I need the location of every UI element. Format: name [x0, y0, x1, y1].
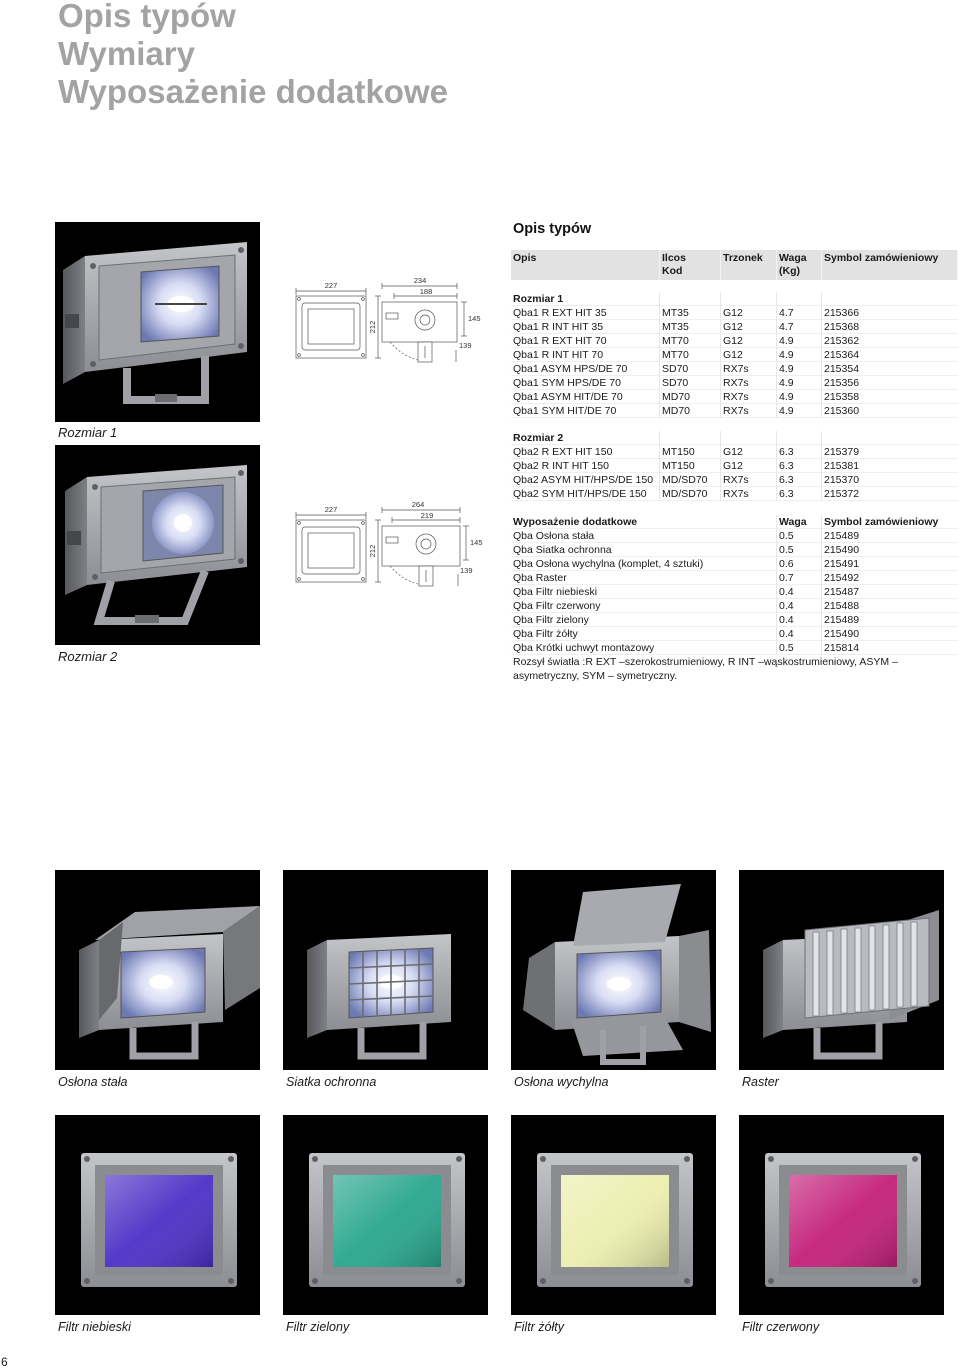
- cell-waga: 6.3: [777, 445, 822, 459]
- cell-name: Qba Siatka ochronna: [511, 543, 777, 557]
- cell-ilcos: MD/SD70: [660, 473, 721, 487]
- cell-ilcos: MD70: [660, 390, 721, 404]
- cell-opis: Qba1 R INT HIT 35: [511, 320, 660, 334]
- accessory-row: [511, 543, 958, 557]
- cell-name: Qba Raster: [511, 571, 777, 585]
- table-row: [511, 473, 958, 487]
- cell-symbol: 215381: [822, 459, 958, 473]
- dim-height: 212: [368, 544, 377, 558]
- table-row: [511, 390, 958, 404]
- caption-filtr-zielony: Filtr zielony: [286, 1320, 350, 1334]
- cell-trzonek: RX7s: [721, 376, 777, 390]
- cell-waga: 0.4: [777, 627, 822, 641]
- accessory-row: [511, 571, 958, 585]
- col-opis: [511, 250, 660, 280]
- accessory-row: [511, 613, 958, 627]
- cell-symbol: 215358: [822, 390, 958, 404]
- empty-cell: [822, 431, 958, 445]
- cell-ilcos: MT70: [660, 348, 721, 362]
- cell-opis: Qba1 R EXT HIT 70: [511, 334, 660, 348]
- table-row: [511, 459, 958, 473]
- photo-filtr-niebieski: [55, 1115, 260, 1315]
- caption-oslona-wychylna: Osłona wychylna: [514, 1075, 609, 1089]
- empty-cell: [660, 431, 721, 445]
- cell-symbol: 215814: [822, 641, 958, 655]
- accessories-header-row: [511, 515, 958, 529]
- cell-trzonek: G12: [721, 334, 777, 348]
- col-accessory-waga: Waga: [777, 515, 822, 529]
- col-ilcos: [660, 250, 721, 280]
- accessory-row: [511, 557, 958, 571]
- cell-waga: 4.9: [777, 334, 822, 348]
- col-opis-label: Opis: [513, 252, 537, 264]
- col-ilcos-label: Ilcos: [662, 252, 686, 264]
- table-row: [511, 334, 958, 348]
- col-trzonek: [721, 250, 777, 280]
- cell-opis: Qba1 ASYM HIT/DE 70: [511, 390, 660, 404]
- cell-waga: 4.9: [777, 404, 822, 418]
- cell-trzonek: RX7s: [721, 473, 777, 487]
- cell-waga: 4.9: [777, 376, 822, 390]
- cell-symbol: 215489: [822, 613, 958, 627]
- cell-waga: 0.5: [777, 529, 822, 543]
- cell-opis: Qba1 R EXT HIT 35: [511, 306, 660, 320]
- group-title-row: [511, 431, 958, 445]
- cell-ilcos: SD70: [660, 376, 721, 390]
- accessory-row: [511, 627, 958, 641]
- table-row: [511, 306, 958, 320]
- col-trzonek-label: Trzonek: [723, 252, 763, 264]
- group-rozmiar-2: [511, 431, 958, 501]
- photo-siatka-ochronna: [283, 870, 488, 1070]
- cell-opis: Qba1 ASYM HPS/DE 70: [511, 362, 660, 376]
- accessory-row: [511, 641, 958, 655]
- accessory-row: [511, 599, 958, 613]
- empty-cell: [777, 431, 822, 445]
- cell-trzonek: G12: [721, 348, 777, 362]
- cell-waga: 4.9: [777, 348, 822, 362]
- cell-ilcos: MT35: [660, 320, 721, 334]
- cell-waga: 6.3: [777, 459, 822, 473]
- cell-ilcos: MT70: [660, 334, 721, 348]
- dimension-drawing-rozmiar-2: [290, 498, 490, 590]
- photo-oslona-stala: [55, 870, 260, 1070]
- dim-width: 227: [324, 281, 338, 290]
- photo-filtr-zolty: [511, 1115, 716, 1315]
- photo-oslona-wychylna: [511, 870, 716, 1070]
- col-waga-label-2: (Kg): [779, 265, 800, 277]
- cell-name: Qba Osłona wychylna (komplet, 4 sztuki): [511, 557, 777, 571]
- cell-name: Qba Filtr zielony: [511, 613, 777, 627]
- caption-raster: Raster: [742, 1075, 779, 1089]
- table-row: [511, 348, 958, 362]
- col-waga-label: Waga: [779, 252, 807, 264]
- cell-waga: 0.4: [777, 585, 822, 599]
- cell-ilcos: MD70: [660, 404, 721, 418]
- cell-symbol: 215490: [822, 627, 958, 641]
- table-header-row: [511, 250, 958, 280]
- dim-h2: 139: [459, 341, 472, 350]
- group-title: Rozmiar 1: [511, 292, 660, 306]
- cell-trzonek: G12: [721, 445, 777, 459]
- photo-rozmiar-1: [55, 222, 260, 422]
- footnote: Rozsył światła :R EXT –szerokostrumieniowy, R INT –wąskostrumieniowy, ASYM –asymetryczny, SYM – symetryczny.: [513, 656, 898, 682]
- title-line-3: Wyposażenie dodatkowe: [58, 73, 448, 110]
- cell-trzonek: G12: [721, 306, 777, 320]
- cell-waga: 6.3: [777, 473, 822, 487]
- cell-opis: Qba1 SYM HIT/DE 70: [511, 404, 660, 418]
- table-row: [511, 362, 958, 376]
- cell-opis: Qba1 SYM HPS/DE 70: [511, 376, 660, 390]
- table-heading: Opis typów: [513, 221, 592, 237]
- dim-height: 212: [368, 320, 377, 334]
- cell-ilcos: MT150: [660, 459, 721, 473]
- col-accessory-name: Wyposażenie dodatkowe: [511, 515, 777, 529]
- cell-symbol: 215379: [822, 445, 958, 459]
- caption-oslona-stala: Osłona stała: [58, 1075, 128, 1089]
- accessory-row: [511, 529, 958, 543]
- size-label-2: Rozmiar 2: [58, 649, 118, 664]
- cell-waga: 4.9: [777, 362, 822, 376]
- cell-symbol: 215360: [822, 404, 958, 418]
- cell-opis: Qba2 R EXT HIT 150: [511, 445, 660, 459]
- dim-depth: 219: [420, 511, 434, 520]
- cell-waga: 4.7: [777, 320, 822, 334]
- table-row: [511, 320, 958, 334]
- cell-symbol: 215490: [822, 543, 958, 557]
- table-row: [511, 376, 958, 390]
- cell-ilcos: MT35: [660, 306, 721, 320]
- cell-waga: 0.7: [777, 571, 822, 585]
- group-rozmiar-1: [511, 292, 958, 418]
- cell-trzonek: G12: [721, 320, 777, 334]
- table-row: [511, 404, 958, 418]
- title-line-1: Opis typów: [58, 0, 236, 34]
- col-accessory-symbol: Symbol zamówieniowy: [822, 515, 958, 529]
- table-row: [511, 487, 958, 501]
- cell-symbol: 215366: [822, 306, 958, 320]
- col-waga: [777, 250, 822, 280]
- empty-cell: [721, 292, 777, 306]
- cell-waga: 4.9: [777, 390, 822, 404]
- caption-siatka-ochronna: Siatka ochronna: [286, 1075, 377, 1089]
- cell-symbol: 215488: [822, 599, 958, 613]
- cell-opis: Qba2 R INT HIT 150: [511, 459, 660, 473]
- cell-waga: 0.4: [777, 599, 822, 613]
- cell-symbol: 215356: [822, 376, 958, 390]
- accessories-list: [511, 529, 958, 655]
- empty-cell: [822, 292, 958, 306]
- col-ilcos-label-2: Kod: [662, 265, 683, 277]
- spacer: [511, 501, 958, 515]
- dim-depth: 188: [419, 287, 433, 296]
- cell-opis: Qba2 SYM HIT/HPS/DE 150: [511, 487, 660, 501]
- types-table: [511, 250, 958, 683]
- cell-symbol: 215364: [822, 348, 958, 362]
- cell-symbol: 215354: [822, 362, 958, 376]
- cell-symbol: 215370: [822, 473, 958, 487]
- caption-filtr-zolty: Filtr żółty: [514, 1320, 564, 1334]
- cell-waga: 6.3: [777, 487, 822, 501]
- dim-width: 227: [324, 505, 338, 514]
- cell-trzonek: RX7s: [721, 390, 777, 404]
- dim-h1: 145: [468, 314, 481, 323]
- cell-trzonek: RX7s: [721, 487, 777, 501]
- col-symbol: [822, 250, 958, 280]
- cell-name: Qba Osłona stała: [511, 529, 777, 543]
- cell-ilcos: SD70: [660, 362, 721, 376]
- cell-opis: Qba1 R INT HIT 70: [511, 348, 660, 362]
- cell-symbol: 215372: [822, 487, 958, 501]
- group-title-row: [511, 292, 958, 306]
- cell-name: Qba Filtr niebieski: [511, 585, 777, 599]
- empty-cell: [660, 292, 721, 306]
- cell-waga: 0.4: [777, 613, 822, 627]
- cell-trzonek: G12: [721, 459, 777, 473]
- spacer: [511, 280, 958, 292]
- dim-depth-total: 264: [411, 500, 425, 509]
- dim-h2: 139: [460, 566, 473, 575]
- col-symbol-label: Symbol zamówieniowy: [824, 252, 939, 264]
- cell-waga: 0.5: [777, 641, 822, 655]
- cell-name: Qba Filtr żółty: [511, 627, 777, 641]
- cell-trzonek: RX7s: [721, 404, 777, 418]
- cell-waga: 0.6: [777, 557, 822, 571]
- cell-ilcos: MD/SD70: [660, 487, 721, 501]
- photo-rozmiar-2: [55, 445, 260, 645]
- caption-filtr-niebieski: Filtr niebieski: [58, 1320, 131, 1334]
- cell-symbol: 215362: [822, 334, 958, 348]
- cell-name: Qba Krótki uchwyt montazowy: [511, 641, 777, 655]
- dimension-drawing-rozmiar-1: [290, 276, 490, 366]
- cell-name: Qba Filtr czerwony: [511, 599, 777, 613]
- dim-h1: 145: [470, 538, 483, 547]
- empty-cell: [721, 431, 777, 445]
- cell-opis: Qba2 ASYM HIT/HPS/DE 150: [511, 473, 660, 487]
- accessory-row: [511, 585, 958, 599]
- cell-symbol: 215489: [822, 529, 958, 543]
- cell-symbol: 215487: [822, 585, 958, 599]
- cell-ilcos: MT150: [660, 445, 721, 459]
- size-label-1: Rozmiar 1: [58, 425, 118, 440]
- cell-symbol: 215368: [822, 320, 958, 334]
- photo-raster: [739, 870, 944, 1070]
- page-number: 6: [1, 1355, 8, 1369]
- group-title: Rozmiar 2: [511, 431, 660, 445]
- cell-symbol: 215491: [822, 557, 958, 571]
- cell-trzonek: RX7s: [721, 362, 777, 376]
- cell-symbol: 215492: [822, 571, 958, 585]
- photo-filtr-zielony: [283, 1115, 488, 1315]
- title-line-2: Wymiary: [58, 35, 195, 72]
- caption-filtr-czerwony: Filtr czerwony: [742, 1320, 820, 1334]
- cell-waga: 4.7: [777, 306, 822, 320]
- spacer: [511, 418, 958, 431]
- page-title: [58, 0, 448, 111]
- cell-waga: 0.5: [777, 543, 822, 557]
- dim-depth-total: 234: [413, 276, 427, 285]
- empty-cell: [777, 292, 822, 306]
- table-row: [511, 445, 958, 459]
- photo-filtr-czerwony: [739, 1115, 944, 1315]
